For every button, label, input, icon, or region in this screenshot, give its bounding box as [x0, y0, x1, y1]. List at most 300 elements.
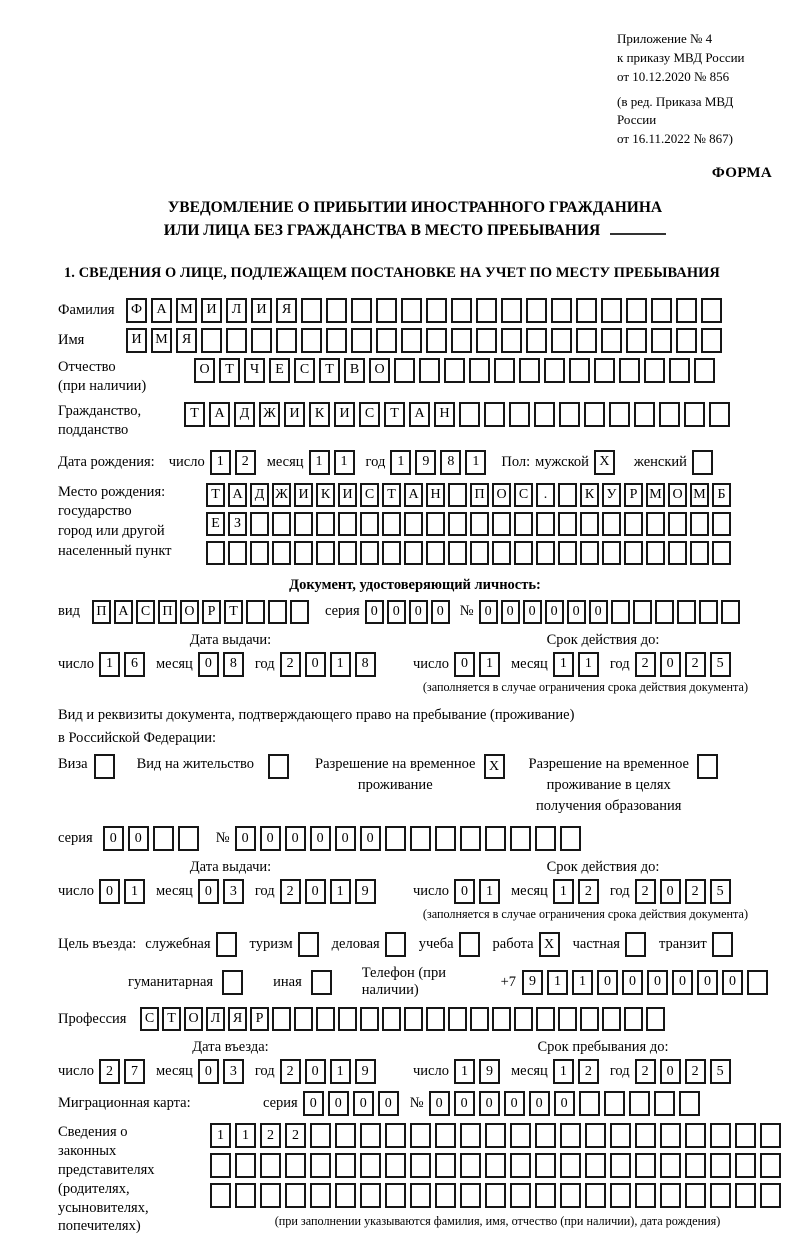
- cell[interactable]: 1: [210, 450, 231, 475]
- cell[interactable]: [460, 1123, 481, 1148]
- cell[interactable]: [470, 1007, 489, 1031]
- cell[interactable]: А: [404, 483, 423, 507]
- cell[interactable]: [410, 1123, 431, 1148]
- cell[interactable]: [485, 1123, 506, 1148]
- cell[interactable]: 0: [305, 879, 326, 904]
- patronymic-field[interactable]: [194, 358, 719, 383]
- cell[interactable]: [760, 1123, 781, 1148]
- cell[interactable]: М: [151, 328, 172, 353]
- cell[interactable]: [699, 600, 718, 624]
- cell[interactable]: [382, 512, 401, 536]
- cell[interactable]: [448, 1007, 467, 1031]
- cell[interactable]: З: [228, 512, 247, 536]
- cell[interactable]: [676, 298, 697, 323]
- cell[interactable]: 0: [353, 1091, 374, 1116]
- cell[interactable]: [604, 1091, 625, 1116]
- cell[interactable]: [580, 512, 599, 536]
- cell[interactable]: [536, 512, 555, 536]
- cell[interactable]: 1: [479, 652, 500, 677]
- cell[interactable]: [451, 328, 472, 353]
- cell[interactable]: [301, 328, 322, 353]
- cell[interactable]: [551, 298, 572, 323]
- cell[interactable]: 0: [305, 1059, 326, 1084]
- cell[interactable]: [692, 450, 713, 475]
- cell[interactable]: 2: [578, 879, 599, 904]
- cell[interactable]: 6: [124, 652, 145, 677]
- cell[interactable]: [580, 541, 599, 565]
- cell[interactable]: [676, 328, 697, 353]
- permit-valid-year-field[interactable]: [635, 879, 735, 904]
- cell[interactable]: [470, 541, 489, 565]
- cell[interactable]: 0: [454, 652, 475, 677]
- cell[interactable]: [625, 932, 646, 957]
- cell[interactable]: [558, 1007, 577, 1031]
- cell[interactable]: 8: [223, 652, 244, 677]
- cell[interactable]: [501, 298, 522, 323]
- cell[interactable]: 0: [589, 600, 608, 624]
- cell[interactable]: [735, 1153, 756, 1178]
- cell[interactable]: 0: [128, 826, 149, 851]
- cell[interactable]: [360, 1183, 381, 1208]
- cell[interactable]: [634, 402, 655, 427]
- cell[interactable]: А: [228, 483, 247, 507]
- cell[interactable]: [485, 1183, 506, 1208]
- cell[interactable]: 0: [360, 826, 381, 851]
- female-checkbox[interactable]: [692, 450, 717, 475]
- cell[interactable]: [426, 1007, 445, 1031]
- cell[interactable]: Т: [219, 358, 240, 383]
- cell[interactable]: 0: [479, 1091, 500, 1116]
- cell[interactable]: 0: [409, 600, 428, 624]
- representatives-field-1[interactable]: [210, 1123, 785, 1148]
- cell[interactable]: [178, 826, 199, 851]
- cell[interactable]: [659, 402, 680, 427]
- cell[interactable]: 0: [303, 1091, 324, 1116]
- cell[interactable]: [326, 328, 347, 353]
- cell[interactable]: [668, 512, 687, 536]
- cell[interactable]: [385, 1123, 406, 1148]
- cell[interactable]: X: [594, 450, 615, 475]
- cell[interactable]: [448, 483, 467, 507]
- cell[interactable]: [410, 1183, 431, 1208]
- cell[interactable]: [690, 512, 709, 536]
- cell[interactable]: [360, 1007, 379, 1031]
- cell[interactable]: Ч: [244, 358, 265, 383]
- cell[interactable]: [460, 1183, 481, 1208]
- doc-issue-month-field[interactable]: [198, 652, 248, 677]
- cell[interactable]: [492, 1007, 511, 1031]
- cell[interactable]: [580, 1007, 599, 1031]
- cell[interactable]: [338, 541, 357, 565]
- migration-series-field[interactable]: [303, 1091, 403, 1116]
- cell[interactable]: .: [536, 483, 555, 507]
- cell[interactable]: [558, 483, 577, 507]
- cell[interactable]: [294, 541, 313, 565]
- cell[interactable]: [210, 1183, 231, 1208]
- cell[interactable]: 0: [310, 826, 331, 851]
- cell[interactable]: [712, 932, 733, 957]
- cell[interactable]: 0: [672, 970, 693, 995]
- cell[interactable]: 3: [223, 1059, 244, 1084]
- study-checkbox[interactable]: [459, 932, 484, 957]
- cell[interactable]: [610, 1183, 631, 1208]
- cell[interactable]: [494, 358, 515, 383]
- permit-series-field[interactable]: [103, 826, 203, 851]
- cell[interactable]: [470, 512, 489, 536]
- entry-year-field[interactable]: [280, 1059, 380, 1084]
- cell[interactable]: [646, 541, 665, 565]
- cell[interactable]: 0: [660, 879, 681, 904]
- cell[interactable]: [351, 298, 372, 323]
- permit-number-field[interactable]: [235, 826, 585, 851]
- cell[interactable]: 1: [330, 1059, 351, 1084]
- cell[interactable]: [655, 600, 674, 624]
- birth-month-field[interactable]: [309, 450, 359, 475]
- cell[interactable]: [394, 358, 415, 383]
- cell[interactable]: [310, 1153, 331, 1178]
- cell[interactable]: [576, 298, 597, 323]
- cell[interactable]: [685, 1153, 706, 1178]
- cell[interactable]: 0: [365, 600, 384, 624]
- cell[interactable]: [560, 1153, 581, 1178]
- cell[interactable]: 1: [309, 450, 330, 475]
- cell[interactable]: [426, 298, 447, 323]
- cell[interactable]: [585, 1123, 606, 1148]
- cell[interactable]: [660, 1183, 681, 1208]
- business-checkbox[interactable]: [385, 932, 410, 957]
- cell[interactable]: [290, 600, 309, 624]
- cell[interactable]: С: [359, 402, 380, 427]
- cell[interactable]: [535, 826, 556, 851]
- cell[interactable]: [376, 328, 397, 353]
- cell[interactable]: [760, 1183, 781, 1208]
- cell[interactable]: [510, 1183, 531, 1208]
- cell[interactable]: [559, 402, 580, 427]
- cell[interactable]: 1: [547, 970, 568, 995]
- cell[interactable]: О: [184, 1007, 203, 1031]
- cell[interactable]: [426, 512, 445, 536]
- cell[interactable]: 1: [235, 1123, 256, 1148]
- cell[interactable]: [535, 1123, 556, 1148]
- permit-valid-month-field[interactable]: [553, 879, 603, 904]
- cell[interactable]: [448, 541, 467, 565]
- cell[interactable]: [448, 512, 467, 536]
- cell[interactable]: [311, 970, 332, 995]
- cell[interactable]: [382, 1007, 401, 1031]
- cell[interactable]: [569, 358, 590, 383]
- cell[interactable]: К: [316, 483, 335, 507]
- cell[interactable]: [272, 541, 291, 565]
- cell[interactable]: [509, 402, 530, 427]
- cell[interactable]: [685, 1183, 706, 1208]
- cell[interactable]: [301, 298, 322, 323]
- cell[interactable]: 9: [479, 1059, 500, 1084]
- cell[interactable]: [535, 1153, 556, 1178]
- cell[interactable]: Я: [176, 328, 197, 353]
- entry-month-field[interactable]: [198, 1059, 248, 1084]
- birthplace-field-1[interactable]: [206, 483, 734, 507]
- cell[interactable]: [492, 541, 511, 565]
- cell[interactable]: [536, 1007, 555, 1031]
- cell[interactable]: [485, 1153, 506, 1178]
- cell[interactable]: [285, 1183, 306, 1208]
- cell[interactable]: [624, 541, 643, 565]
- permit-valid-day-field[interactable]: [454, 879, 504, 904]
- cell[interactable]: 2: [235, 450, 256, 475]
- citizenship-field[interactable]: [184, 402, 734, 427]
- cell[interactable]: 0: [454, 879, 475, 904]
- cell[interactable]: [419, 358, 440, 383]
- cell[interactable]: [602, 1007, 621, 1031]
- cell[interactable]: [444, 358, 465, 383]
- birthplace-field-3[interactable]: [206, 541, 734, 565]
- cell[interactable]: 0: [660, 1059, 681, 1084]
- cell[interactable]: [635, 1183, 656, 1208]
- cell[interactable]: [382, 541, 401, 565]
- cell[interactable]: 0: [260, 826, 281, 851]
- cell[interactable]: [610, 1123, 631, 1148]
- cell[interactable]: 9: [355, 1059, 376, 1084]
- cell[interactable]: [558, 512, 577, 536]
- cell[interactable]: [260, 1153, 281, 1178]
- cell[interactable]: 2: [685, 652, 706, 677]
- cell[interactable]: [576, 328, 597, 353]
- cell[interactable]: [460, 1153, 481, 1178]
- cell[interactable]: К: [309, 402, 330, 427]
- cell[interactable]: [251, 328, 272, 353]
- cell[interactable]: [534, 402, 555, 427]
- cell[interactable]: 0: [305, 652, 326, 677]
- cell[interactable]: [326, 298, 347, 323]
- cell[interactable]: 0: [198, 1059, 219, 1084]
- cell[interactable]: [610, 1153, 631, 1178]
- cell[interactable]: [316, 541, 335, 565]
- cell[interactable]: [601, 328, 622, 353]
- cell[interactable]: [385, 932, 406, 957]
- private-checkbox[interactable]: [625, 932, 650, 957]
- cell[interactable]: [654, 1091, 675, 1116]
- cell[interactable]: [351, 328, 372, 353]
- cell[interactable]: Д: [250, 483, 269, 507]
- cell[interactable]: [660, 1123, 681, 1148]
- cell[interactable]: [268, 600, 287, 624]
- cell[interactable]: [651, 328, 672, 353]
- cell[interactable]: И: [334, 402, 355, 427]
- cell[interactable]: [310, 1183, 331, 1208]
- cell[interactable]: 0: [660, 652, 681, 677]
- cell[interactable]: [246, 600, 265, 624]
- cell[interactable]: 0: [479, 600, 498, 624]
- cell[interactable]: [519, 358, 540, 383]
- representatives-field-3[interactable]: [210, 1183, 785, 1208]
- cell[interactable]: Р: [624, 483, 643, 507]
- cell[interactable]: [272, 1007, 291, 1031]
- cell[interactable]: [335, 1153, 356, 1178]
- cell[interactable]: Р: [250, 1007, 269, 1031]
- cell[interactable]: 1: [465, 450, 486, 475]
- cell[interactable]: [585, 1183, 606, 1208]
- cell[interactable]: [360, 1123, 381, 1148]
- cell[interactable]: [651, 298, 672, 323]
- cell[interactable]: [451, 298, 472, 323]
- cell[interactable]: П: [92, 600, 111, 624]
- phone-field[interactable]: [522, 970, 772, 995]
- cell[interactable]: С: [294, 358, 315, 383]
- cell[interactable]: В: [344, 358, 365, 383]
- cell[interactable]: [514, 541, 533, 565]
- cell[interactable]: [268, 754, 289, 779]
- cell[interactable]: И: [338, 483, 357, 507]
- cell[interactable]: Е: [269, 358, 290, 383]
- cell[interactable]: 5: [710, 1059, 731, 1084]
- cell[interactable]: [560, 1183, 581, 1208]
- cell[interactable]: 0: [722, 970, 743, 995]
- humanitarian-checkbox[interactable]: [222, 970, 247, 995]
- cell[interactable]: 9: [415, 450, 436, 475]
- cell[interactable]: [624, 512, 643, 536]
- cell[interactable]: 0: [99, 879, 120, 904]
- cell[interactable]: 0: [647, 970, 668, 995]
- cell[interactable]: А: [409, 402, 430, 427]
- cell[interactable]: Д: [234, 402, 255, 427]
- cell[interactable]: [677, 600, 696, 624]
- cell[interactable]: [401, 328, 422, 353]
- cell[interactable]: У: [602, 483, 621, 507]
- doc-number-field[interactable]: [479, 600, 743, 624]
- cell[interactable]: [385, 1153, 406, 1178]
- cell[interactable]: [735, 1183, 756, 1208]
- cell[interactable]: 9: [522, 970, 543, 995]
- cell[interactable]: Я: [276, 298, 297, 323]
- cell[interactable]: [360, 1153, 381, 1178]
- cell[interactable]: 1: [124, 879, 145, 904]
- doc-valid-day-field[interactable]: [454, 652, 504, 677]
- cell[interactable]: [210, 1153, 231, 1178]
- cell[interactable]: [629, 1091, 650, 1116]
- cell[interactable]: [544, 358, 565, 383]
- doc-kind-field[interactable]: [92, 600, 312, 624]
- cell[interactable]: [602, 541, 621, 565]
- cell[interactable]: 1: [334, 450, 355, 475]
- cell[interactable]: [459, 932, 480, 957]
- cell[interactable]: И: [294, 483, 313, 507]
- male-checkbox[interactable]: [594, 450, 619, 475]
- cell[interactable]: 1: [454, 1059, 475, 1084]
- cell[interactable]: Т: [382, 483, 401, 507]
- cell[interactable]: И: [201, 298, 222, 323]
- cell[interactable]: 2: [635, 1059, 656, 1084]
- cell[interactable]: 0: [554, 1091, 575, 1116]
- doc-series-field[interactable]: [365, 600, 453, 624]
- cell[interactable]: 1: [390, 450, 411, 475]
- cell[interactable]: 1: [99, 652, 120, 677]
- cell[interactable]: 0: [501, 600, 520, 624]
- cell[interactable]: [712, 541, 731, 565]
- cell[interactable]: [635, 1123, 656, 1148]
- cell[interactable]: [435, 1153, 456, 1178]
- cell[interactable]: [646, 512, 665, 536]
- cell[interactable]: [235, 1183, 256, 1208]
- stay-day-field[interactable]: [454, 1059, 504, 1084]
- cell[interactable]: [316, 1007, 335, 1031]
- cell[interactable]: [404, 1007, 423, 1031]
- cell[interactable]: [435, 1183, 456, 1208]
- cell[interactable]: М: [176, 298, 197, 323]
- cell[interactable]: [560, 1123, 581, 1148]
- surname-field[interactable]: [126, 298, 726, 323]
- cell[interactable]: [250, 541, 269, 565]
- cell[interactable]: 2: [285, 1123, 306, 1148]
- cell[interactable]: [747, 970, 768, 995]
- cell[interactable]: [690, 541, 709, 565]
- cell[interactable]: Т: [384, 402, 405, 427]
- cell[interactable]: [510, 826, 531, 851]
- cell[interactable]: Т: [319, 358, 340, 383]
- cell[interactable]: 1: [578, 652, 599, 677]
- cell[interactable]: [633, 600, 652, 624]
- doc-valid-year-field[interactable]: [635, 652, 735, 677]
- cell[interactable]: И: [284, 402, 305, 427]
- cell[interactable]: [469, 358, 490, 383]
- name-field[interactable]: [126, 328, 726, 353]
- permit-issue-year-field[interactable]: [280, 879, 380, 904]
- stay-month-field[interactable]: [553, 1059, 603, 1084]
- cell[interactable]: [376, 298, 397, 323]
- cell[interactable]: 0: [198, 879, 219, 904]
- cell[interactable]: X: [484, 754, 505, 779]
- cell[interactable]: [492, 512, 511, 536]
- cell[interactable]: 0: [285, 826, 306, 851]
- cell[interactable]: [514, 512, 533, 536]
- profession-field[interactable]: [140, 1007, 668, 1031]
- cell[interactable]: [476, 328, 497, 353]
- cell[interactable]: Я: [228, 1007, 247, 1031]
- cell[interactable]: [459, 402, 480, 427]
- migration-number-field[interactable]: [429, 1091, 704, 1116]
- cell[interactable]: С: [140, 1007, 159, 1031]
- cell[interactable]: [338, 512, 357, 536]
- cell[interactable]: [310, 1123, 331, 1148]
- cell[interactable]: Ж: [272, 483, 291, 507]
- cell[interactable]: [335, 1123, 356, 1148]
- cell[interactable]: [760, 1153, 781, 1178]
- cell[interactable]: [401, 298, 422, 323]
- cell[interactable]: [476, 298, 497, 323]
- cell[interactable]: [526, 298, 547, 323]
- cell[interactable]: 9: [355, 879, 376, 904]
- work-checkbox[interactable]: [539, 932, 564, 957]
- cell[interactable]: [410, 1153, 431, 1178]
- cell[interactable]: 0: [597, 970, 618, 995]
- cell[interactable]: [694, 358, 715, 383]
- cell[interactable]: [609, 402, 630, 427]
- cell[interactable]: 0: [431, 600, 450, 624]
- cell[interactable]: [460, 826, 481, 851]
- cell[interactable]: 0: [335, 826, 356, 851]
- cell[interactable]: 1: [572, 970, 593, 995]
- cell[interactable]: 0: [387, 600, 406, 624]
- cell[interactable]: [485, 826, 506, 851]
- cell[interactable]: О: [668, 483, 687, 507]
- cell[interactable]: [510, 1153, 531, 1178]
- cell[interactable]: 0: [103, 826, 124, 851]
- cell[interactable]: [701, 328, 722, 353]
- cell[interactable]: [226, 328, 247, 353]
- permit-issue-month-field[interactable]: [198, 879, 248, 904]
- cell[interactable]: 2: [578, 1059, 599, 1084]
- cell[interactable]: 2: [280, 652, 301, 677]
- cell[interactable]: [697, 754, 718, 779]
